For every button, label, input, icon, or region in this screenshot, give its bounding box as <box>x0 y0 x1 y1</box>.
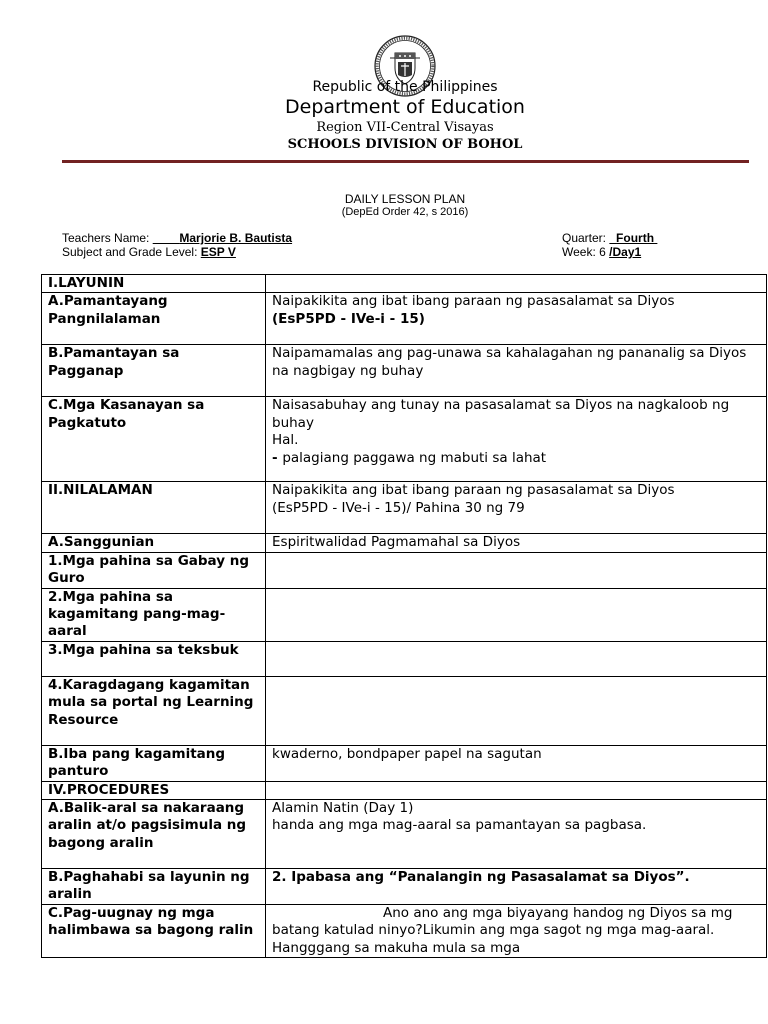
table-row <box>42 800 767 869</box>
row-label: A.Balik-aral sa nakaraang aralin at/o pagsisimula ng bagong aralin <box>42 800 266 869</box>
bullet-item <box>272 450 760 467</box>
header-republic: Republic of the Philippines <box>312 79 498 95</box>
row-label: IV.PROCEDURES <box>42 781 266 799</box>
row-label: A.Pamantayang Pangnilalaman <box>42 293 266 345</box>
row-label: C.Pag-uugnay ng mga halimbawa sa bagong ralin <box>42 904 266 957</box>
content-text: Naipakikita ang ibat ibang paraan ng pasasalamat sa Diyos <box>272 482 675 499</box>
teacher-name-field <box>62 231 292 245</box>
table-row <box>42 293 767 345</box>
table-row <box>42 397 767 482</box>
quarter-value: Fourth <box>616 231 655 245</box>
row-label: 2.Mga pahina sa kagamitang pang-mag-aaral <box>42 588 266 641</box>
row-label: B.Pamantayan sa Pagganap <box>42 345 266 397</box>
row-label: II.NILALAMAN <box>42 482 266 534</box>
document-subtitle: (DepEd Order 42, s 2016) <box>341 206 469 218</box>
row-label: B.Iba pang kagamitang panturo <box>42 745 266 781</box>
row-content: kwaderno, bondpaper papel na sagutan <box>266 745 767 781</box>
content-text: Ano ano ang mga biyayang handog ng Diyos sa mg batang katulad ninyo?Likumin ang mga sagot ng mga mag-aaral. Hangggang sa makuha mula sa mga <box>272 904 733 956</box>
content-text: handa ang mga mag-aaral sa pamantayan sa pagbasa. <box>272 817 647 834</box>
table-row <box>42 482 767 534</box>
row-label: C.Mga Kasanayan sa Pagkatuto <box>42 397 266 482</box>
table-row <box>42 275 767 293</box>
row-content <box>266 293 767 345</box>
subject-grade-field <box>62 245 236 259</box>
row-label: A.Sanggunian <box>42 534 266 552</box>
row-label: B.Paghahabi sa layunin ng aralin <box>42 869 266 905</box>
row-content <box>266 676 767 745</box>
row-content <box>266 588 767 641</box>
table-row <box>42 676 767 745</box>
table-row <box>42 869 767 905</box>
table-row <box>42 781 767 799</box>
content-text: Naipakikita ang ibat ibang paraan ng pasasalamat sa Diyos <box>272 293 675 310</box>
header-region: Region VII-Central Visayas <box>316 120 494 135</box>
table-row <box>42 588 767 641</box>
row-label: 1.Mga pahina sa Gabay ng Guro <box>42 552 266 588</box>
table-row <box>42 641 767 676</box>
row-content <box>266 641 767 676</box>
week-field <box>562 245 641 259</box>
bullet-dash: - <box>272 449 283 466</box>
row-content: 2. Ipabasa ang “Panalangin ng Pasasalamat sa Diyos”. <box>266 869 767 905</box>
row-content <box>266 275 767 293</box>
bullet-text: palagiang paggawa ng mabuti sa lahat <box>282 449 547 466</box>
document-title: DAILY LESSON PLAN <box>344 192 466 206</box>
quarter-label: Quarter: <box>562 231 610 245</box>
row-content: Naipamamalas ang pag-unawa sa kahalagahan ng pananalig sa Diyos na nagbigay ng buhay <box>266 345 767 397</box>
row-content <box>266 800 767 869</box>
row-content: Espiritwalidad Pagmamahal sa Diyos <box>266 534 767 552</box>
row-content <box>266 552 767 588</box>
row-content <box>266 397 767 482</box>
row-label: 3.Mga pahina sa teksbuk <box>42 641 266 676</box>
table-row <box>42 904 767 957</box>
header-division: SCHOOLS DIVISION OF BOHOL <box>287 137 523 152</box>
competency-code: (EsP5PD - IVe-i - 15) <box>272 310 425 327</box>
subject-grade-label: Subject and Grade Level: <box>62 245 201 259</box>
row-label: I.LAYUNIN <box>42 275 266 293</box>
example-label: Hal. <box>272 432 299 449</box>
lesson-plan-table <box>41 274 767 958</box>
row-content <box>266 482 767 534</box>
teacher-name-value: Marjorie B. Bautista <box>179 231 293 245</box>
table-row <box>42 745 767 781</box>
teacher-name-label: Teachers Name: <box>62 231 153 245</box>
row-content <box>266 781 767 799</box>
subject-grade-value: ESP V <box>200 245 236 259</box>
content-text: Naisasabuhay ang tunay na pasasalamat sa Diyos na nagkaloob ng buhay <box>272 397 730 431</box>
table-row <box>42 534 767 552</box>
content-text: Alamin Natin (Day 1) <box>272 800 414 817</box>
quarter-field <box>562 231 657 245</box>
table-row <box>42 345 767 397</box>
row-label: 4.Karagdagang kagamitan mula sa portal ng Learning Resource <box>42 676 266 745</box>
week-label: Week: 6 <box>562 245 610 259</box>
header-department: Department of Education <box>285 96 525 118</box>
competency-code: (EsP5PD - IVe-i - 15)/ Pahina 30 ng 79 <box>272 499 525 516</box>
week-value: /Day1 <box>609 245 642 259</box>
header-divider <box>62 160 749 163</box>
row-content <box>266 904 767 957</box>
table-row <box>42 552 767 588</box>
